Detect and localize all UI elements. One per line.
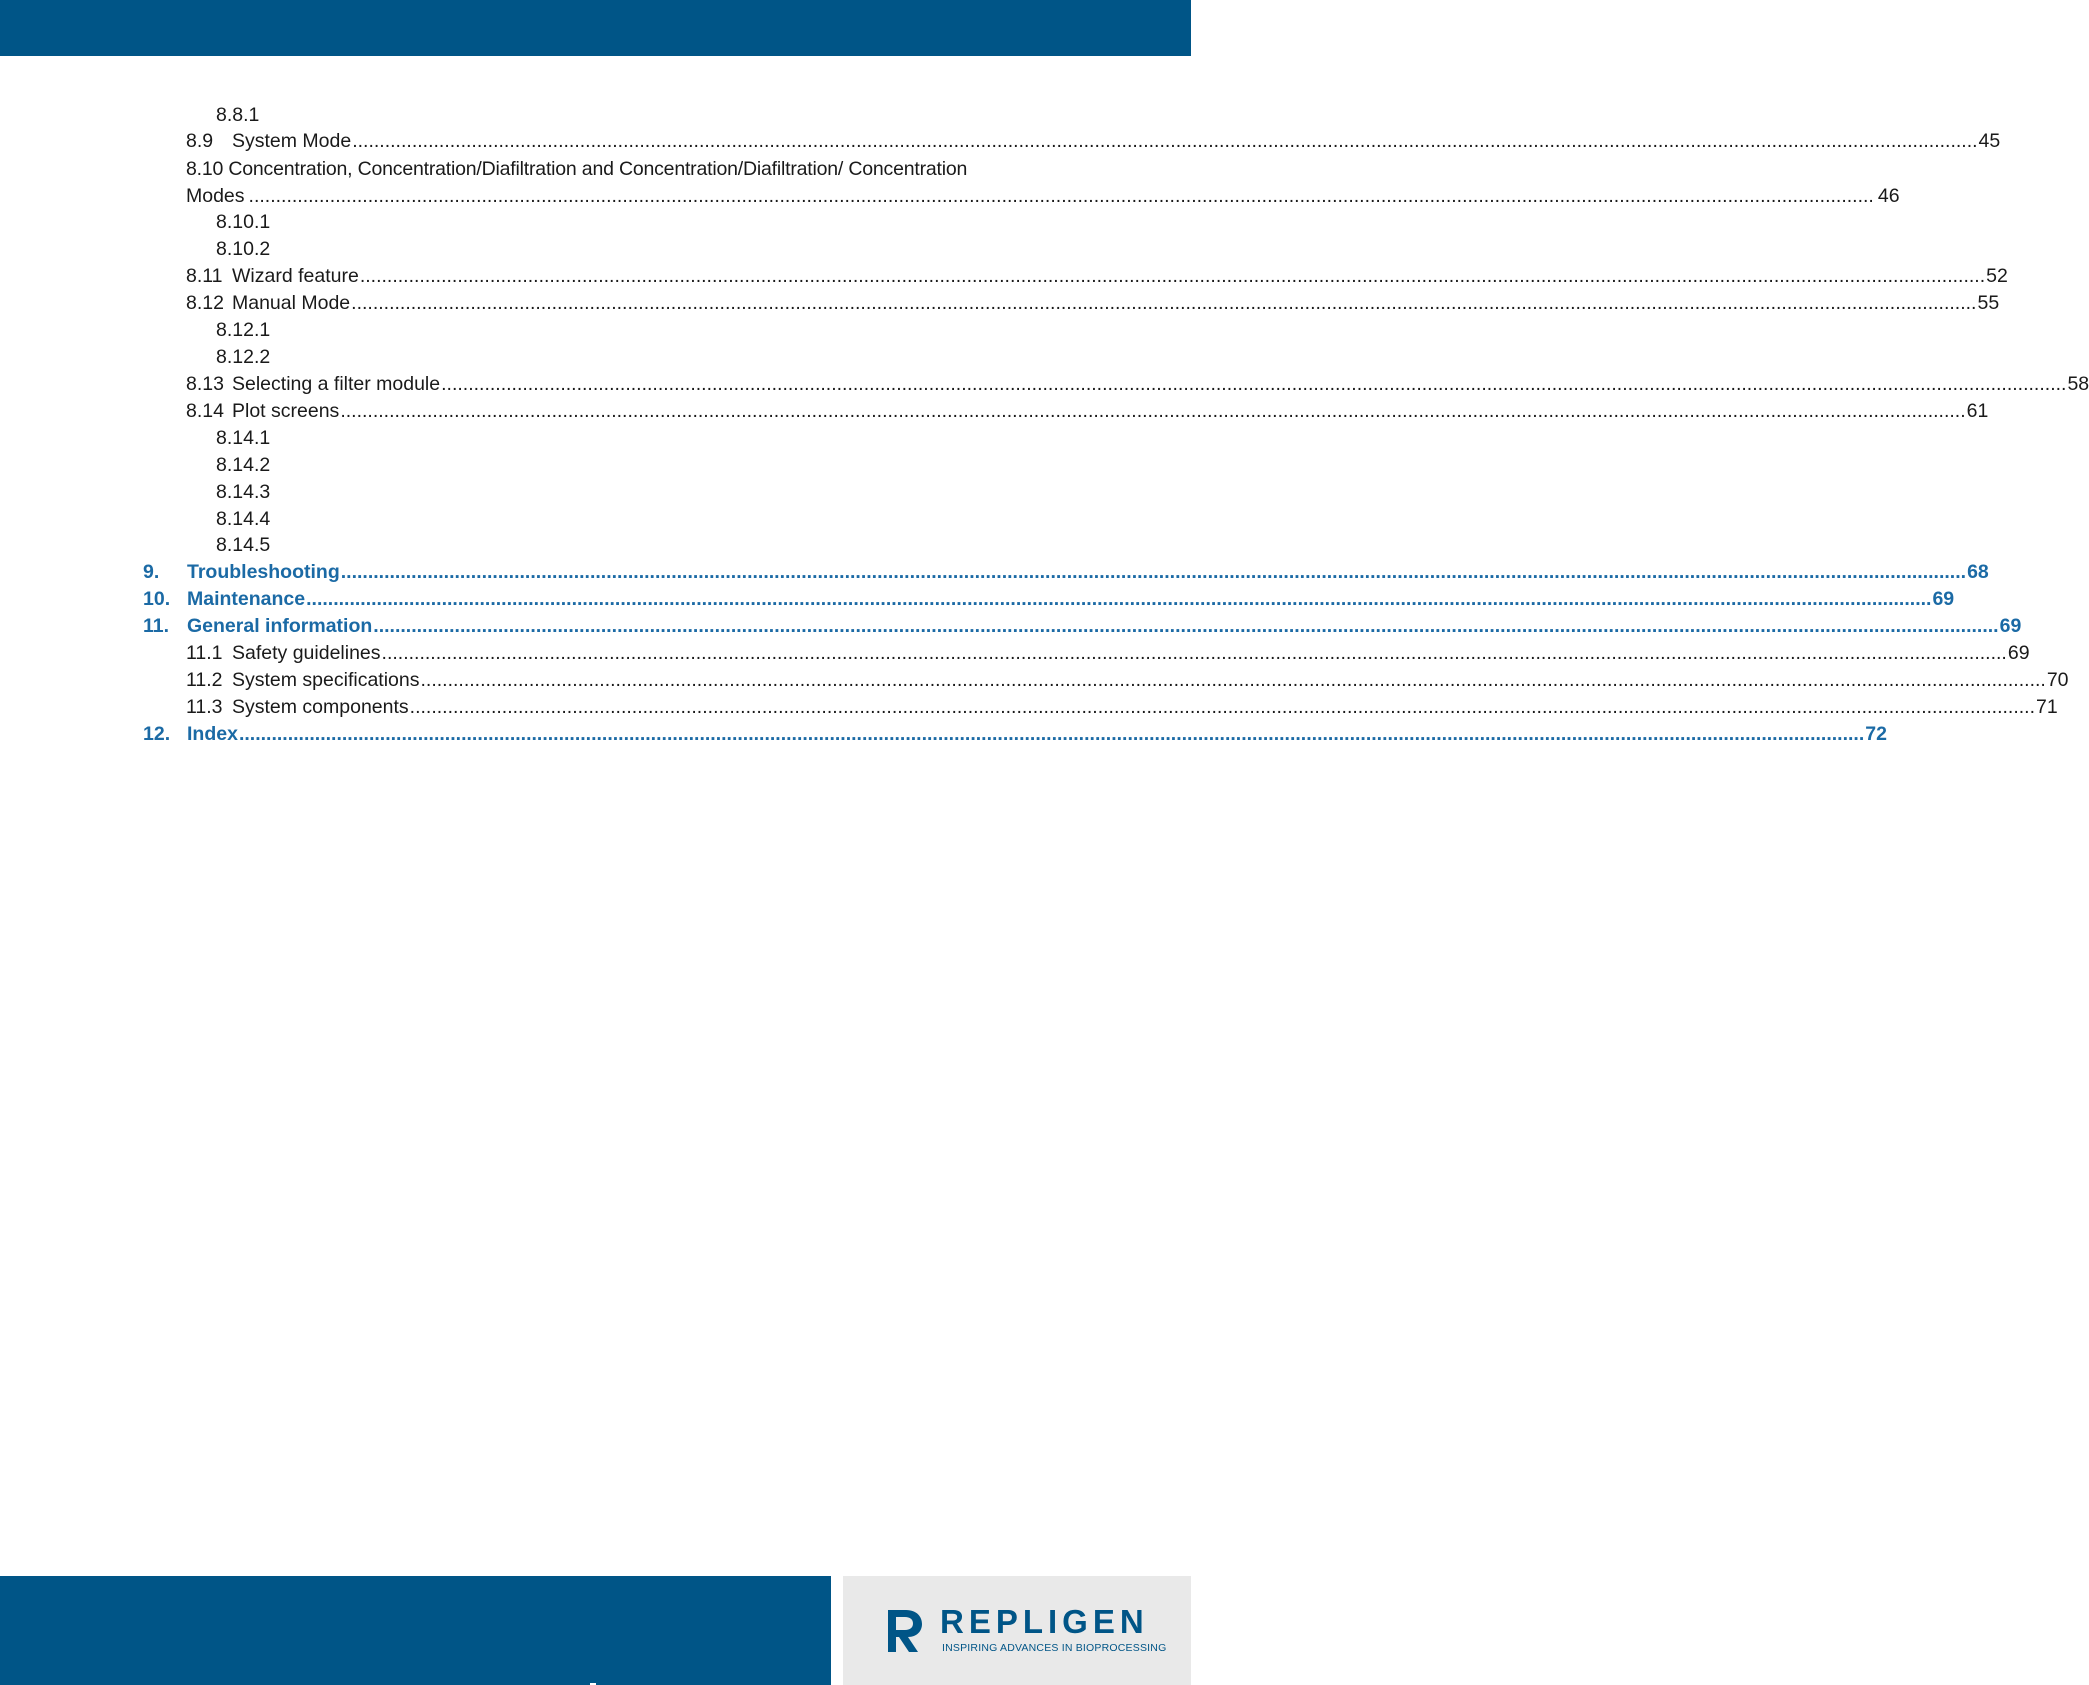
toc-dot-leader: ............................................................................................................................................................................................................................................................................................................ — [441, 373, 2067, 395]
toc-entry-label-line2: Modes — [186, 184, 245, 207]
toc-dot-leader: ............................................................................................................................................................................................................................................................................................................ — [420, 669, 2046, 691]
toc-entry-label-line2-row — [186, 183, 1900, 210]
brand-tagline: INSPIRING ADVANCES IN BIOPROCESSING — [942, 1642, 1167, 1654]
toc-entry-page: 52 — [1986, 265, 2008, 287]
repligen-logo-icon — [884, 1606, 926, 1656]
toc-entry-label-line1: 8.10 Concentration, Concentration/Diafiltration and Concentration/Diafiltration/ Concentration — [186, 158, 968, 180]
toc-entry-page: 69 — [1999, 615, 2022, 637]
toc-entry-number: 11.2 — [186, 669, 223, 691]
toc-entry-page: 71 — [2036, 696, 2058, 718]
toc-entry-8-14-2[interactable] — [216, 452, 1076, 478]
toc-entry-8-12-1[interactable] — [216, 317, 1076, 343]
toc-entry-page: 68 — [1967, 561, 1989, 583]
toc-entry-8-9[interactable] — [186, 128, 2001, 154]
toc-entry-label: Index — [187, 723, 238, 745]
toc-entry-number: 8.14.2 — [216, 454, 271, 476]
toc-entry-number: 11. — [143, 615, 170, 637]
toc-entry-page: 69 — [1932, 588, 1955, 610]
toc-chapter-12[interactable] — [143, 721, 1887, 747]
toc-entry-8-13[interactable] — [186, 371, 2089, 397]
toc-entry-number: 12. — [143, 723, 171, 745]
toc-dot-leader: ............................................................................................................................................................................................................................................................................................................ — [340, 561, 1967, 583]
toc-entry-number: 10. — [143, 588, 171, 610]
toc-entry-number: 8.13 — [186, 373, 224, 395]
toc-entry-label: Maintenance — [187, 588, 306, 610]
toc-entry-8-14-1[interactable] — [216, 425, 1076, 451]
toc-entry-number: 8.10.2 — [216, 238, 271, 260]
toc-entry-page: 58 — [2067, 373, 2089, 395]
toc-entry-number: 8.14.3 — [216, 481, 271, 503]
toc-entry-number: 11.1 — [186, 642, 223, 664]
toc-dot-leader: ............................................................................................................................................................................................................................................................................................................ — [238, 723, 1865, 745]
toc-entry-label: Wizard feature — [232, 265, 359, 287]
toc-entry-8-12[interactable] — [186, 290, 2000, 316]
toc-dot-leader: ............................................................................................................................................................................................................................................................................................................ — [409, 696, 2035, 718]
toc-entry-label: General information — [187, 615, 373, 637]
toc-entry-8-14-5[interactable] — [216, 532, 1076, 558]
brand-name: REPLIGEN — [940, 1603, 1149, 1640]
toc-dot-leader: ............................................................................................................................................................................................................................................................................................................ — [381, 642, 2007, 664]
toc-entry-11-1[interactable] — [186, 640, 2030, 666]
toc-entry-11-3[interactable] — [186, 694, 2058, 720]
toc-entry-number: 8.14.4 — [216, 508, 271, 530]
toc-dot-leader: ............................................................................................................................................................................................................................................................................................................ — [352, 130, 1978, 152]
toc-entry-label: Selecting a filter module — [232, 373, 441, 395]
toc-entry-8-14-4[interactable] — [216, 506, 1076, 532]
toc-entry-8-14-3[interactable] — [216, 479, 1076, 505]
toc-dot-leader: ............................................................................................................................................................................................................................................................................................................ — [340, 400, 1966, 422]
toc-entry-page: 61 — [1966, 400, 1989, 422]
toc-dot-leader: ............................................................................................................................................................................................................................................................................................................ — [351, 292, 1977, 314]
toc-entry-page: 72 — [1865, 723, 1887, 745]
toc-dot-leader: ............................................................................................................................................................................................................................................................................................................ — [359, 265, 1986, 287]
toc-chapter-10[interactable] — [143, 586, 1955, 612]
toc-entry-label: Manual Mode — [232, 292, 351, 314]
toc-entry-number: 8.12 — [186, 292, 224, 314]
toc-entry-label: Plot screens — [232, 400, 340, 422]
toc-entry-number: 8.10.1 — [216, 211, 271, 233]
toc-entry-8-14[interactable] — [186, 398, 1989, 424]
toc-entry-label: System specifications — [232, 669, 420, 691]
toc-entry-page: 46 — [1877, 184, 1900, 207]
toc-entry-8-8-1[interactable] — [216, 102, 1076, 128]
toc-entry-page: 70 — [2046, 669, 2069, 691]
toc-entry-8-10[interactable] — [186, 156, 1900, 209]
toc-entry-number: 8.14.5 — [216, 534, 271, 556]
toc-dot-leader: ............................................................................................................................................................................................................................................................................................................ — [248, 184, 1874, 207]
toc-entry-page: 55 — [1977, 292, 2000, 314]
toc-entry-number: 8.12.2 — [216, 346, 271, 368]
toc-entry-label: System Mode — [232, 130, 352, 152]
toc-entry-number: 8.12.1 — [216, 319, 271, 341]
toc-entry-11-2[interactable] — [186, 667, 2069, 693]
toc-chapter-11[interactable] — [143, 613, 2022, 639]
toc-entry-8-10-1[interactable] — [216, 209, 1076, 235]
toc-entry-page: 45 — [1978, 130, 2001, 152]
toc-entry-number: 11.3 — [186, 696, 223, 718]
toc-entry-8-11[interactable] — [186, 263, 2008, 289]
toc-entry-number: 9. — [143, 561, 160, 583]
toc-entry-page: 69 — [2007, 642, 2030, 664]
toc-dot-leader: ............................................................................................................................................................................................................................................................................................................ — [306, 588, 1932, 610]
footer-bar — [0, 1576, 831, 1685]
toc-entry-label: Safety guidelines — [232, 642, 381, 664]
toc-entry-8-10-2[interactable] — [216, 236, 1076, 262]
toc-entry-label: Troubleshooting — [187, 561, 340, 583]
toc-dot-leader: ............................................................................................................................................................................................................................................................................................................ — [373, 615, 1999, 637]
toc-entry-number: 8.9 — [186, 130, 214, 152]
toc-entry-number: 8.14 — [186, 400, 224, 422]
toc-chapter-9[interactable] — [143, 559, 1989, 585]
toc-entry-8-12-2[interactable] — [216, 344, 1076, 370]
toc-entry-number: 8.14.1 — [216, 427, 271, 449]
toc-entry-number: 8.8.1 — [216, 104, 260, 126]
toc-entry-number: 8.11 — [186, 265, 223, 287]
toc-entry-label: System components — [232, 696, 409, 718]
